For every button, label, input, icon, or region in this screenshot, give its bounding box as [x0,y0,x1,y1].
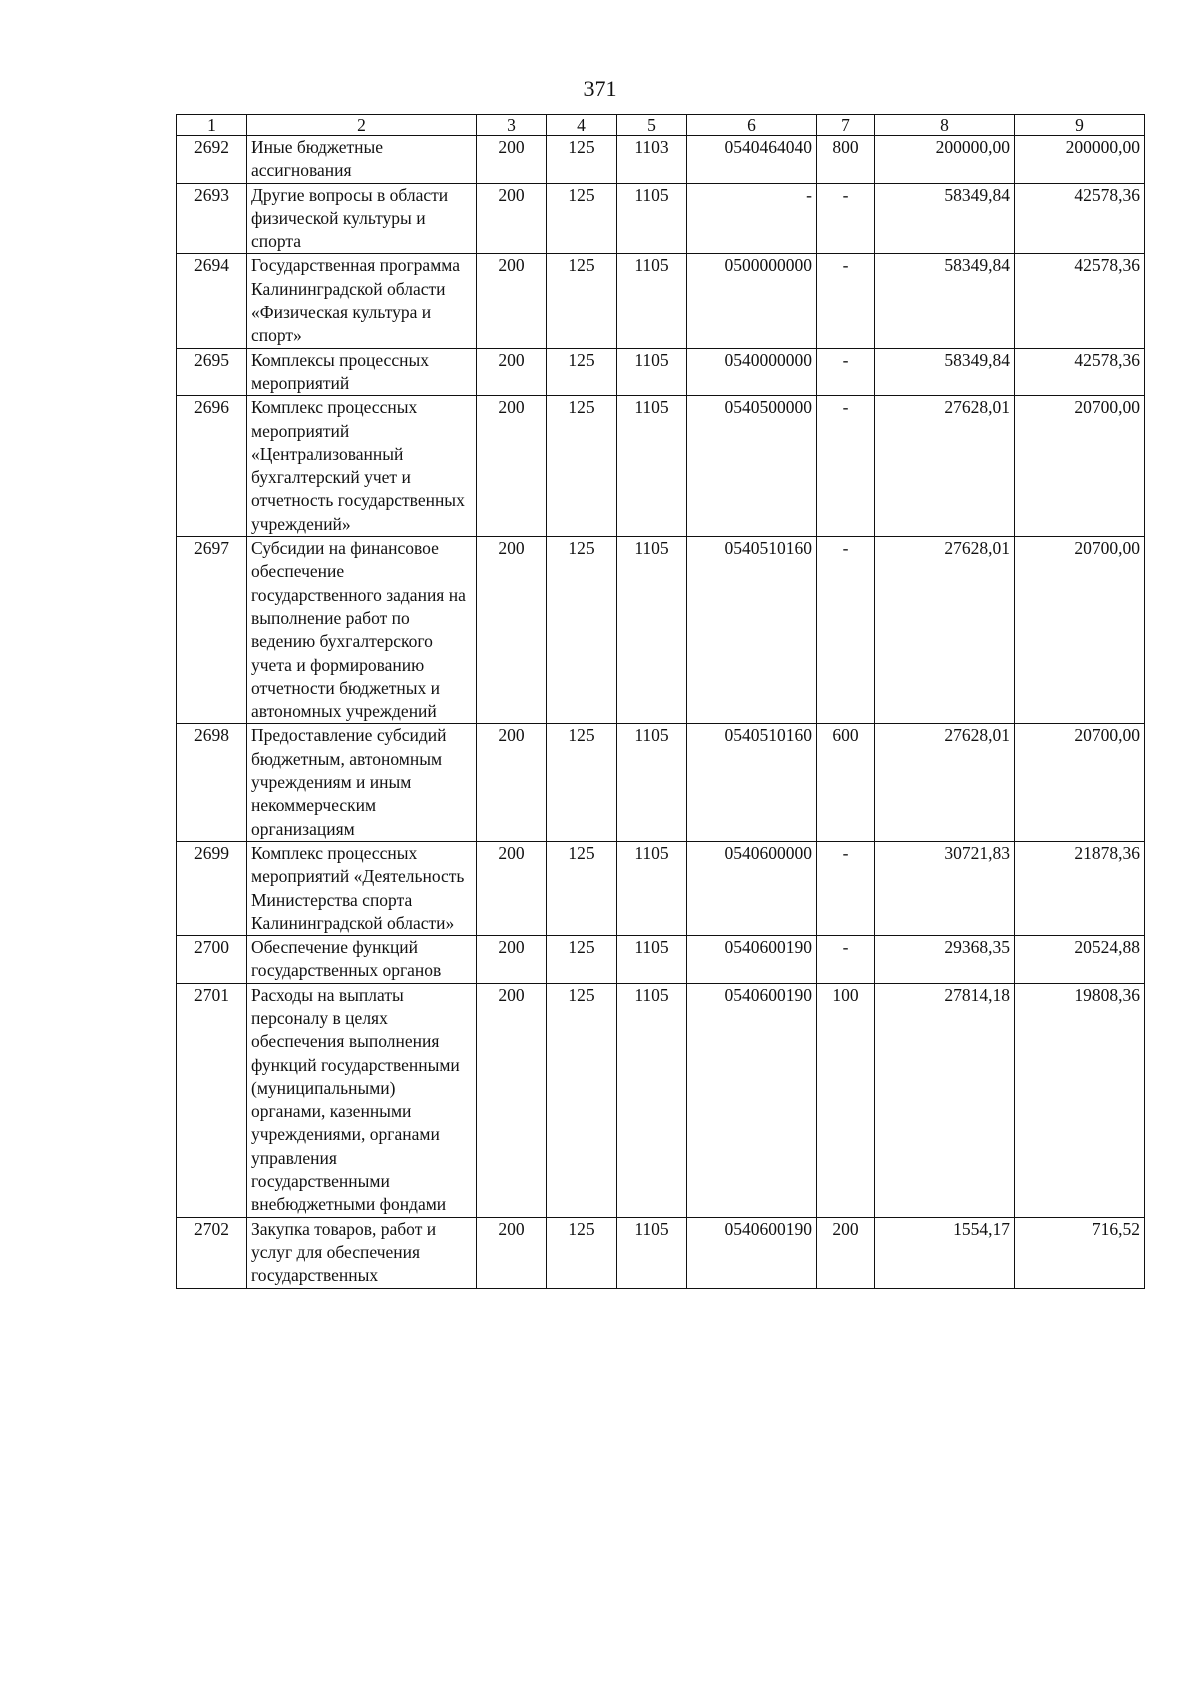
table-row [177,983,1145,1217]
table-row [177,396,1145,537]
row-number: 2699 [177,841,247,935]
cell-col9: 21878,36 [1015,841,1145,935]
cell-col6: 0540464040 [687,136,817,184]
cell-col6: 0540600190 [687,983,817,1217]
cell-col4: 125 [547,396,617,537]
cell-col4: 125 [547,936,617,984]
table-row [177,724,1145,841]
cell-col3: 200 [477,183,547,254]
column-header: 8 [875,115,1015,136]
table-body [177,136,1145,1289]
row-number: 2701 [177,983,247,1217]
row-number: 2695 [177,348,247,396]
page-number: 371 [583,76,617,101]
cell-col3: 200 [477,136,547,184]
cell-col7: - [817,396,875,537]
cell-col8: 200000,00 [875,136,1015,184]
column-header: 7 [817,115,875,136]
cell-col4: 125 [547,724,617,841]
budget-table [176,114,1145,1289]
cell-col7: - [817,841,875,935]
row-name: Закупка товаров, работ и услуг для обеспечения государственных [247,1217,477,1288]
row-name: Комплексы процессных мероприятий [247,348,477,396]
cell-col6: 0540500000 [687,396,817,537]
cell-col7: - [817,936,875,984]
cell-col9: 20524,88 [1015,936,1145,984]
cell-col6: - [687,183,817,254]
cell-col8: 27628,01 [875,724,1015,841]
cell-col8: 58349,84 [875,254,1015,348]
cell-col4: 125 [547,348,617,396]
cell-col8: 27628,01 [875,537,1015,724]
column-header: 6 [687,115,817,136]
cell-col8: 27628,01 [875,396,1015,537]
cell-col7: 800 [817,136,875,184]
column-header: 2 [247,115,477,136]
table-row [177,136,1145,184]
cell-col4: 125 [547,537,617,724]
cell-col5: 1105 [617,537,687,724]
cell-col4: 125 [547,841,617,935]
row-number: 2698 [177,724,247,841]
cell-col3: 200 [477,936,547,984]
table-row [177,254,1145,348]
cell-col8: 58349,84 [875,348,1015,396]
cell-col8: 1554,17 [875,1217,1015,1288]
column-header: 5 [617,115,687,136]
cell-col5: 1105 [617,1217,687,1288]
cell-col7: - [817,183,875,254]
row-name: Обеспечение функций государственных органов [247,936,477,984]
column-header: 4 [547,115,617,136]
cell-col9: 20700,00 [1015,724,1145,841]
cell-col5: 1105 [617,724,687,841]
cell-col8: 30721,83 [875,841,1015,935]
cell-col6: 0540510160 [687,537,817,724]
row-name: Иные бюджетные ассигнования [247,136,477,184]
cell-col9: 42578,36 [1015,348,1145,396]
row-name: Предоставление субсидий бюджетным, автономным учреждениям и иным некоммерческим организациям [247,724,477,841]
cell-col6: 0500000000 [687,254,817,348]
table-row [177,936,1145,984]
table-row [177,183,1145,254]
cell-col7: - [817,254,875,348]
cell-col3: 200 [477,1217,547,1288]
cell-col5: 1103 [617,136,687,184]
row-name: Комплекс процессных мероприятий «Централизованный бухгалтерский учет и отчетность государственных учреждений» [247,396,477,537]
cell-col5: 1105 [617,841,687,935]
table-row [177,537,1145,724]
row-number: 2696 [177,396,247,537]
cell-col4: 125 [547,983,617,1217]
cell-col5: 1105 [617,396,687,537]
cell-col9: 716,52 [1015,1217,1145,1288]
row-name: Другие вопросы в области физической культуры и спорта [247,183,477,254]
cell-col7: 600 [817,724,875,841]
cell-col3: 200 [477,348,547,396]
table-row [177,841,1145,935]
row-name: Расходы на выплаты персоналу в целях обеспечения выполнения функций государственными (муниципальными) органами, казенными учреждениями, органами управления государственными внебюджетными фондами [247,983,477,1217]
cell-col3: 200 [477,724,547,841]
row-name: Государственная программа Калининградской области «Физическая культура и спорт» [247,254,477,348]
cell-col6: 0540000000 [687,348,817,396]
cell-col9: 42578,36 [1015,254,1145,348]
row-number: 2692 [177,136,247,184]
cell-col3: 200 [477,841,547,935]
cell-col5: 1105 [617,254,687,348]
cell-col5: 1105 [617,936,687,984]
cell-col5: 1105 [617,348,687,396]
cell-col4: 125 [547,254,617,348]
cell-col5: 1105 [617,183,687,254]
row-number: 2700 [177,936,247,984]
column-header: 1 [177,115,247,136]
column-header: 3 [477,115,547,136]
cell-col7: - [817,537,875,724]
cell-col4: 125 [547,136,617,184]
cell-col6: 0540600000 [687,841,817,935]
cell-col6: 0540600190 [687,936,817,984]
cell-col3: 200 [477,537,547,724]
cell-col6: 0540600190 [687,1217,817,1288]
column-header: 9 [1015,115,1145,136]
row-number: 2694 [177,254,247,348]
cell-col3: 200 [477,396,547,537]
row-number: 2702 [177,1217,247,1288]
cell-col4: 125 [547,1217,617,1288]
row-number: 2697 [177,537,247,724]
cell-col9: 200000,00 [1015,136,1145,184]
table-row [177,348,1145,396]
cell-col9: 20700,00 [1015,537,1145,724]
cell-col8: 29368,35 [875,936,1015,984]
table-header [177,115,1145,136]
row-name: Комплекс процессных мероприятий «Деятельность Министерства спорта Калининградской области» [247,841,477,935]
cell-col8: 27814,18 [875,983,1015,1217]
cell-col6: 0540510160 [687,724,817,841]
table-row [177,1217,1145,1288]
cell-col3: 200 [477,983,547,1217]
cell-col7: 200 [817,1217,875,1288]
row-name: Субсидии на финансовое обеспечение государственного задания на выполнение работ по ведению бухгалтерского учета и формированию отчетности бюджетных и автономных учреждений [247,537,477,724]
cell-col7: 100 [817,983,875,1217]
cell-col9: 42578,36 [1015,183,1145,254]
cell-col3: 200 [477,254,547,348]
cell-col9: 20700,00 [1015,396,1145,537]
row-number: 2693 [177,183,247,254]
cell-col7: - [817,348,875,396]
cell-col9: 19808,36 [1015,983,1145,1217]
cell-col8: 58349,84 [875,183,1015,254]
cell-col5: 1105 [617,983,687,1217]
cell-col4: 125 [547,183,617,254]
